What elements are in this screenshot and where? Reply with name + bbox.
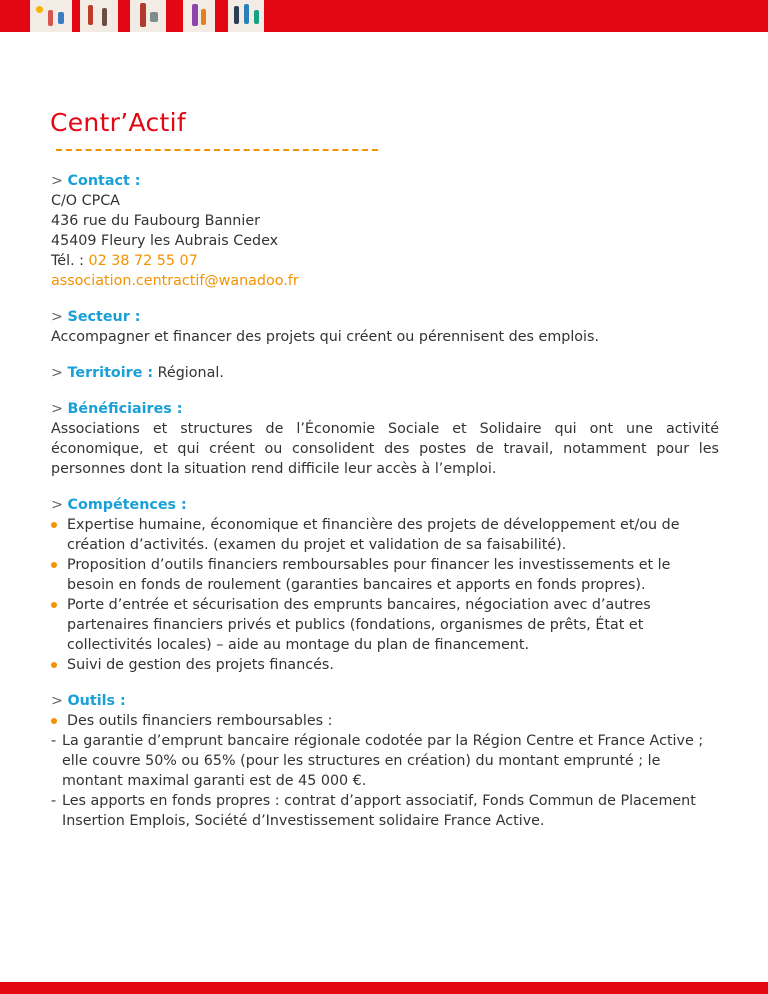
header-image (80, 0, 118, 32)
page-title: Centr’Actif (50, 108, 186, 137)
header-image (183, 0, 215, 32)
bullet-icon (51, 602, 57, 608)
section-competences (51, 495, 719, 675)
territoire-text: Régional. (157, 365, 224, 381)
section-heading (51, 495, 719, 515)
section-heading (51, 307, 719, 327)
section-heading (51, 363, 719, 383)
phone-link[interactable]: 02 38 72 55 07 (88, 253, 198, 269)
dash-mark: - (51, 793, 57, 809)
address-line: C/O CPCA (51, 193, 120, 209)
chevron-icon: > (51, 365, 63, 381)
secteur-label: Secteur : (67, 309, 141, 325)
bullet-icon (51, 562, 57, 568)
header-image (228, 0, 264, 32)
chevron-icon: > (51, 401, 63, 417)
list-item-text: Proposition d’outils financiers remboursables pour financer les investissements et le besoin en fonds de roulement (garanties bancaires et apports en fonds propres). (67, 557, 671, 593)
list-item-text: La garantie d’emprunt bancaire régionale codotée par la Région Centre et France Active ; elle couvre 50% ou 65% (pour les structures en création) du montant emprunté ; le montant maximal garanti est de 45 000 €. (62, 733, 704, 789)
footer-band (0, 982, 768, 994)
header-band (0, 0, 768, 32)
list-item (51, 731, 719, 791)
bullet-icon (51, 662, 57, 668)
list-item (51, 711, 719, 731)
list-item (51, 655, 719, 675)
chevron-icon: > (51, 497, 63, 513)
chevron-icon: > (51, 309, 63, 325)
section-beneficiaires (51, 399, 719, 479)
address-line: 45409 Fleury les Aubrais Cedex (51, 233, 279, 249)
outils-label: Outils : (67, 693, 126, 709)
beneficiaires-label: Bénéficiaires : (67, 401, 183, 417)
section-outils (51, 691, 719, 831)
chevron-icon: > (51, 173, 63, 189)
section-secteur (51, 307, 719, 347)
secteur-text: Accompagner et financer des projets qui créent ou pérennisent des emplois. (51, 329, 600, 345)
header-image (30, 0, 72, 32)
list-item-text: Des outils financiers remboursables : (67, 713, 333, 729)
title-divider (56, 149, 378, 151)
list-item-text: Les apports en fonds propres : contrat d’apport associatif, Fonds Commun de Placement Insertion Emplois, Société d’Investissement solidaire France Active. (62, 793, 696, 829)
email-link[interactable]: association.centractif@wanadoo.fr (51, 273, 299, 289)
beneficiaires-text: Associations et structures de l’Économie Sociale et Solidaire qui ont une activité économique, et qui créent ou consolident des postes de travail, notamment pour les personnes dont la situation rend difficile leur accès à l’emploi. (51, 421, 719, 477)
bullet-icon (51, 718, 57, 724)
main-content (51, 171, 719, 847)
phone-line (51, 251, 719, 271)
list-item (51, 791, 719, 831)
dash-mark: - (51, 733, 57, 749)
section-contact (51, 171, 719, 291)
list-item (51, 555, 719, 595)
phone-prefix: Tél. : (51, 253, 89, 269)
section-heading (51, 399, 719, 419)
list-item-text: Suivi de gestion des projets financés. (67, 657, 334, 673)
list-item-text: Expertise humaine, économique et financière des projets de développement et/ou de création d’activités. (examen du projet et validation de sa faisabilité). (67, 517, 680, 553)
territoire-label: Territoire : (67, 365, 154, 381)
section-heading (51, 171, 719, 191)
competences-label: Compétences : (67, 497, 187, 513)
list-item (51, 515, 719, 555)
header-image (130, 0, 166, 32)
chevron-icon: > (51, 693, 63, 709)
section-heading (51, 691, 719, 711)
list-item-text: Porte d’entrée et sécurisation des emprunts bancaires, négociation avec d’autres partenaires financiers privés et publics (fondations, organismes de prêts, État et collectivités locales) – aide au montage du plan de financement. (67, 597, 651, 653)
section-territoire (51, 363, 719, 383)
list-item (51, 595, 719, 655)
address-line: 436 rue du Faubourg Bannier (51, 213, 260, 229)
bullet-icon (51, 522, 57, 528)
contact-label: Contact : (67, 173, 141, 189)
